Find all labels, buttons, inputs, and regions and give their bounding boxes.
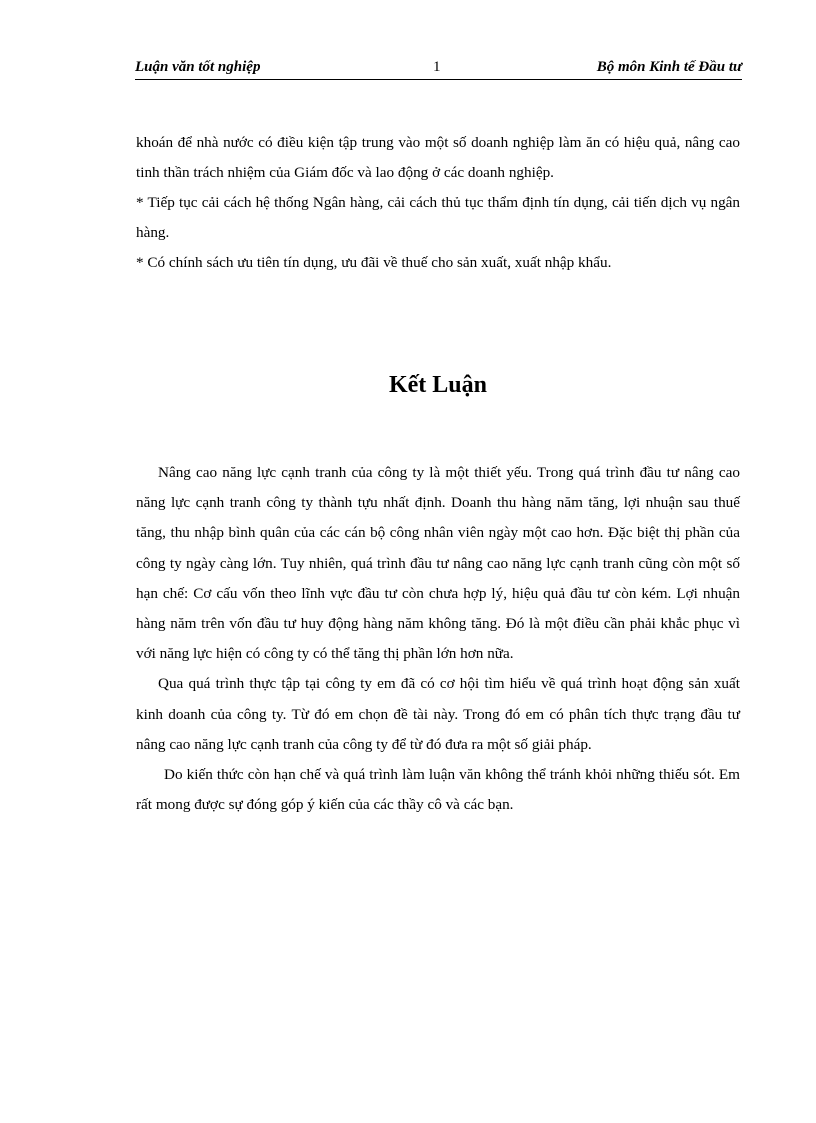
page-number: 1 [433, 59, 441, 75]
paragraph: Do kiến thức còn hạn chế và quá trình làm luận văn không thể tránh khỏi những thiếu sót. Em rất mong được sự đóng góp ý kiến của các thầy cô và các bạn. [136, 766, 740, 814]
header-thesis-label: Luận văn tốt nghiệp [135, 59, 261, 75]
section-title: Kết Luận [388, 372, 487, 398]
bullet-item: * Tiếp tục cải cách hệ thống Ngân hàng, cải cách thủ tục thẩm định tín dụng, cải tiến dịch vụ ngân hàng. [136, 194, 740, 241]
recommendations-block [136, 128, 740, 278]
paragraph: khoán để nhà nước có điều kiện tập trung vào một số doanh nghiệp làm ăn có hiệu quả, nâng cao tinh thần trách nhiệm của Giám đốc và lao động ở các doanh nghiệp. [136, 134, 740, 181]
paragraph: Qua quá trình thực tập tại công ty em đã có cơ hội tìm hiểu về quá trình hoạt động sản xuất kinh doanh của công ty. Từ đó em chọn đề tài này. Trong đó em có phân tích thực trạng đầu tư nâng cao năng lực cạnh tranh của công ty để từ đó đưa ra một số giải pháp. [136, 675, 740, 753]
conclusion-block [136, 458, 740, 820]
bullet-item: * Có chính sách ưu tiên tín dụng, ưu đãi về thuế cho sản xuất, xuất nhập khẩu. [136, 254, 612, 271]
header-department-label: Bộ môn Kinh tế Đầu tư [596, 59, 742, 75]
page-header [135, 57, 742, 80]
paragraph: Nâng cao năng lực cạnh tranh của công ty là một thiết yếu. Trong quá trình đầu tư nâng cao năng lực cạnh tranh công ty thành tựu nhất định. Doanh thu hàng năm tăng, lợi nhuận sau thuế tăng, thu nhập bình quân của các cán bộ công nhân viên ngày một cao hơn. Đặc biệt thị phần của công ty ngày càng lớn. Tuy nhiên, quá trình đầu tư nâng cao năng lực cạnh tranh cũng còn một số hạn chế: Cơ cấu vốn theo lĩnh vực đầu tư còn chưa hợp lý, hiệu quả đầu tư còn kém. Lợi nhuận hàng năm trên vốn đầu tư huy động hàng năm không tăng. Đó là một điều cần phải khắc phục vì với năng lực hiện có công ty có thể tăng thị phần lớn hơn nữa. [136, 464, 740, 663]
